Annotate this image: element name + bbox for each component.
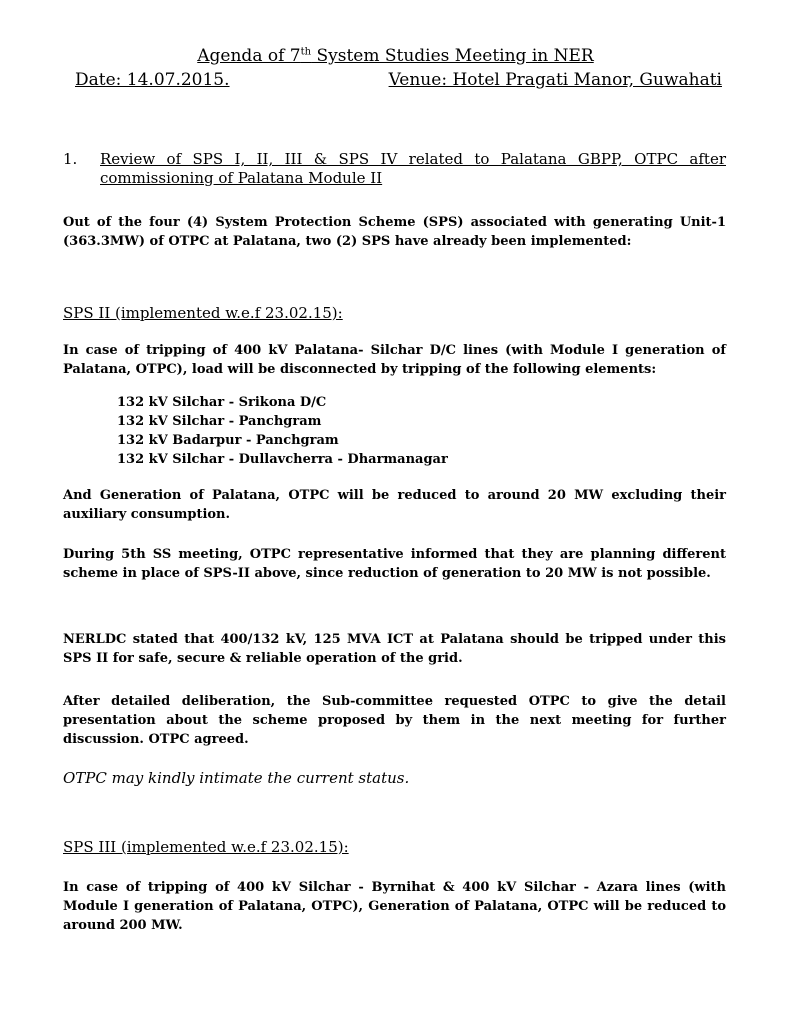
list-item: 132 kV Silchar - Panchgram xyxy=(117,414,322,429)
sps2-heading: SPS II (implemented w.e.f 23.02.15): xyxy=(63,304,343,322)
sps3-paragraph-1: In case of tripping of 400 kV Silchar - Byrnihat & 400 kV Silchar - Azara lines (with Module I generation of Palatana, OTPC), Generation of Palatana, OTPC will be reduced to around 200 MW. xyxy=(63,880,726,933)
section-number: 1. xyxy=(63,150,78,168)
meeting-date: Date: 14.07.2015. xyxy=(75,70,230,90)
list-item: 132 kV Silchar - Srikona D/C xyxy=(117,395,327,410)
sps2-paragraph-4: NERLDC stated that 400/132 kV, 125 MVA ICT at Palatana should be tripped under this SPS II for safe, secure & reliable operation of the grid. xyxy=(63,632,726,666)
status-note: OTPC may kindly intimate the current status. xyxy=(63,769,410,787)
agenda-title-text-end: System Studies Meeting in NER xyxy=(311,46,594,66)
section-title: Review of SPS I, II, III & SPS IV related to Palatana GBPP, OTPC after commissioning of Palatana Module II xyxy=(100,150,726,187)
agenda-title-text: Agenda of 7 xyxy=(197,46,301,66)
meeting-venue: Venue: Hotel Pragati Manor, Guwahati xyxy=(388,70,722,90)
agenda-title-superscript: th xyxy=(300,46,312,58)
sps2-paragraph-5: After detailed deliberation, the Sub-committee requested OTPC to give the detail presentation about the scheme proposed by them in the next meeting for further discussion. OTPC agreed. xyxy=(63,694,726,747)
sps3-heading: SPS III (implemented w.e.f 23.02.15): xyxy=(63,838,349,856)
sps2-element-list xyxy=(117,393,448,469)
sps2-paragraph-3: During 5th SS meeting, OTPC representative informed that they are planning different scheme in place of SPS-II above, since reduction of generation to 20 MW is not possible. xyxy=(63,547,726,581)
list-item: 132 kV Silchar - Dullavcherra - Dharmanagar xyxy=(117,452,448,467)
agenda-title xyxy=(0,46,791,66)
sps2-paragraph-2: And Generation of Palatana, OTPC will be reduced to around 20 MW excluding their auxiliary consumption. xyxy=(63,488,726,522)
intro-paragraph: Out of the four (4) System Protection Scheme (SPS) associated with generating Unit-1 (363.3MW) of OTPC at Palatana, two (2) SPS have already been implemented: xyxy=(63,215,726,249)
list-item: 132 kV Badarpur - Panchgram xyxy=(117,433,339,448)
sps2-paragraph-1: In case of tripping of 400 kV Palatana- Silchar D/C lines (with Module I generation of Palatana, OTPC), load will be disconnected by tripping of the following elements: xyxy=(63,343,726,377)
